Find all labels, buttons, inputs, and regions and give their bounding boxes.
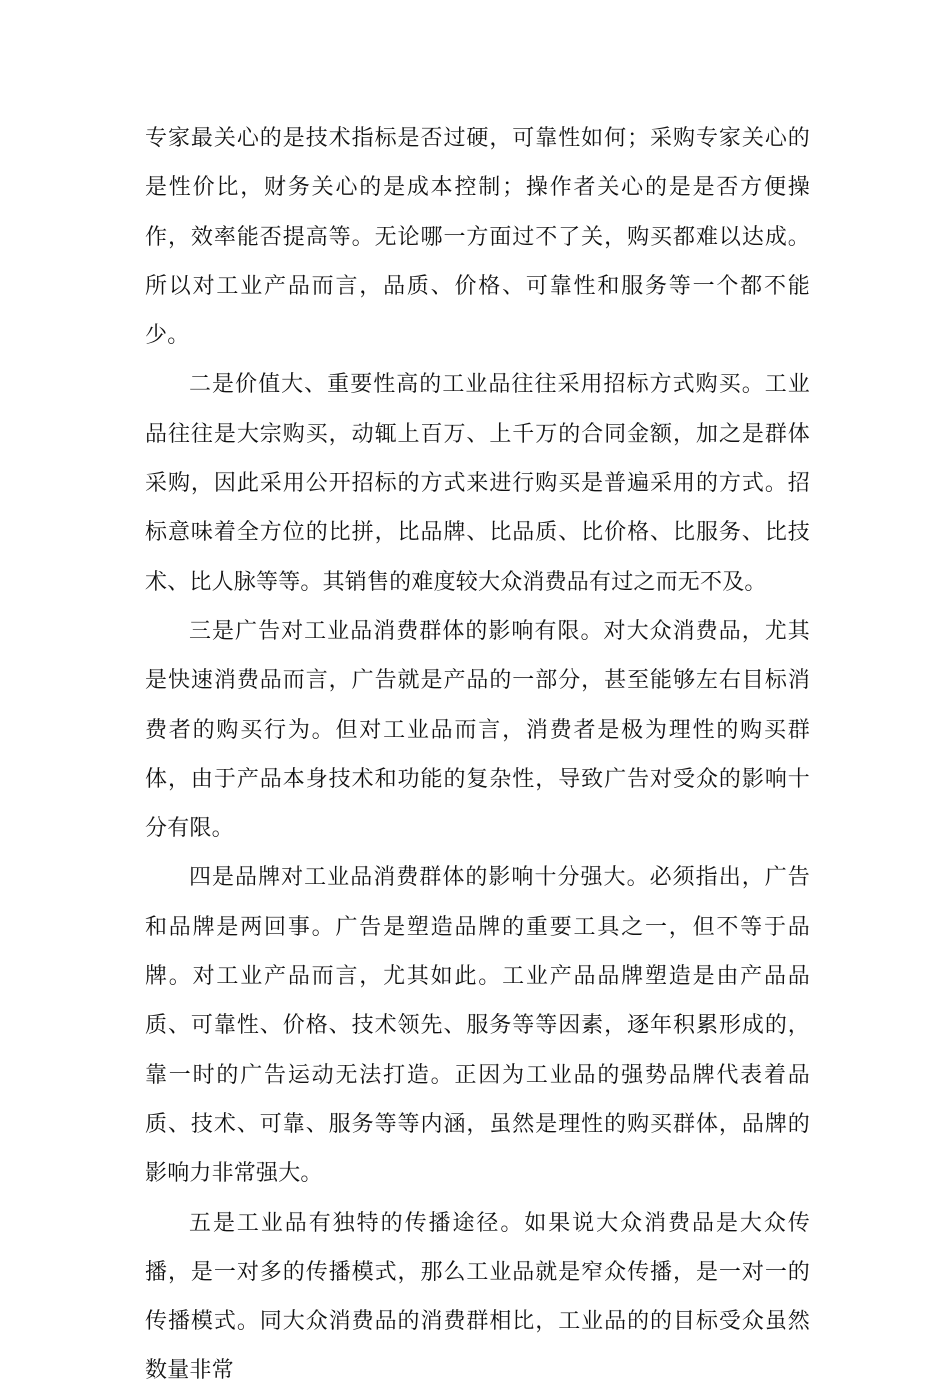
paragraph-4: 四是品牌对工业品消费群体的影响十分强大。必须指出，广告和品牌是两回事。广告是塑造品牌的重要工具之一，但不等于品牌。对工业产品而言，尤其如此。工业产品品牌塑造是由产品品质、可靠性、价格、技术领先、服务等等因素，逐年积累形成的，靠一时的广告运动无法打造。正因为工业品的强势品牌代表着品质、技术、可靠、服务等等内涵，虽然是理性的购买群体，品牌的影响力非常强大。 [145,865,810,1187]
paragraph-5: 五是工业品有独特的传播途径。如果说大众消费品是大众传播，是一对多的传播模式，那么工业品就是窄众传播，是一对一的传播模式。同大众消费品的消费群相比，工业品的的目标受众虽然数量非常 [145,1210,810,1384]
body-text [145,114,810,1396]
paragraph-2: 二是价值大、重要性高的工业品往往采用招标方式购买。工业品往往是大宗购买，动辄上百万、上千万的合同金额，加之是群体采购，因此采用公开招标的方式来进行购买是普遍采用的方式。招标意味着全方位的比拼，比品牌、比品质、比价格、比服务、比技术、比人脉等等。其销售的难度较大众消费品有过之而无不及。 [145,372,810,595]
paragraph-1: 专家最关心的是技术指标是否过硬，可靠性如何；采购专家关心的是性价比，财务关心的是成本控制；操作者关心的是是否方便操作，效率能否提高等。无论哪一方面过不了关，购买都难以达成。所以对工业产品而言，品质、价格、可靠性和服务等一个都不能少。 [145,126,810,349]
paragraph-3: 三是广告对工业品消费群体的影响有限。对大众消费品，尤其是快速消费品而言，广告就是产品的一部分，甚至能够左右目标消费者的购买行为。但对工业品而言，消费者是极为理性的购买群体，由于产品本身技术和功能的复杂性，导致广告对受众的影响十分有限。 [145,618,810,842]
